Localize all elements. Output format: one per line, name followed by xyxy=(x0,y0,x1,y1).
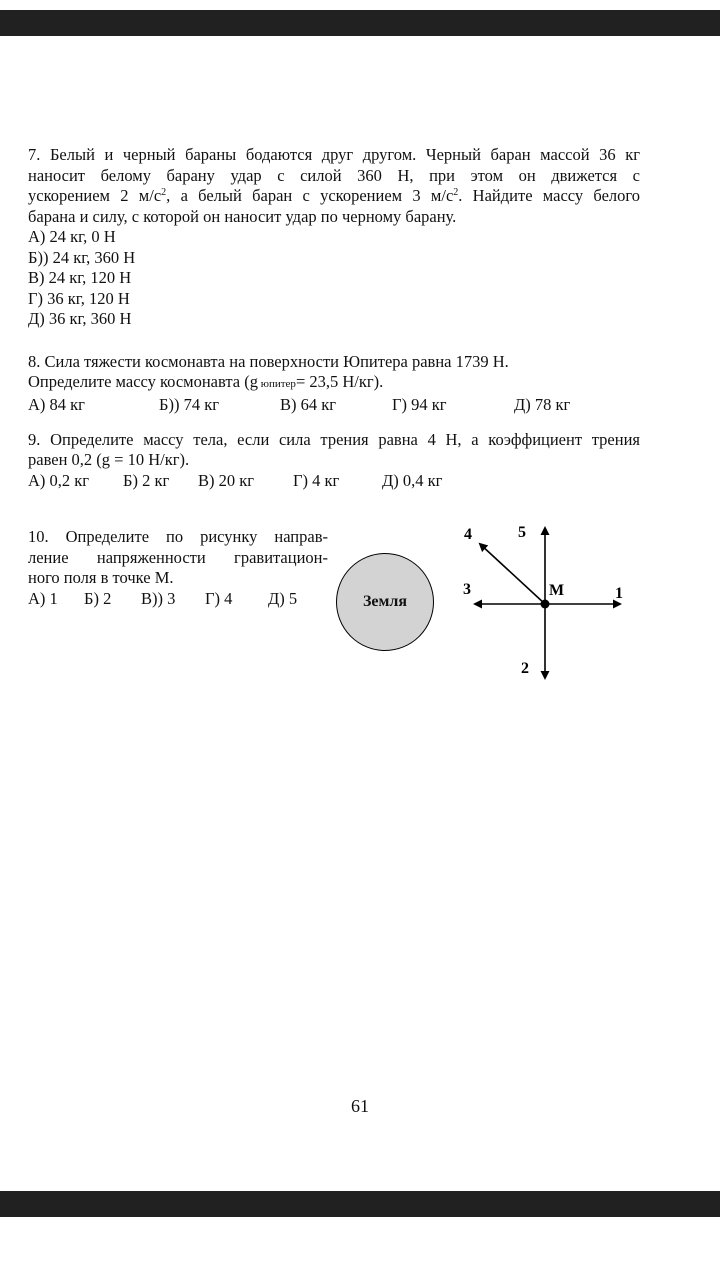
q7-option-a: А) 24 кг, 0 Н xyxy=(28,227,116,246)
arrow-label-1: 1 xyxy=(615,585,623,602)
point-m-dot xyxy=(541,600,550,609)
top-status-bar xyxy=(0,10,720,36)
q8-option-d: Г) 94 кг xyxy=(392,394,447,414)
q7-option-c: В) 24 кг, 120 Н xyxy=(28,268,132,287)
q9-options xyxy=(28,471,640,492)
q9-option-c: В) 20 кг xyxy=(198,470,255,490)
q9-option-a: А) 0,2 кг xyxy=(28,470,90,490)
q7-option-e: Д) 36 кг, 360 Н xyxy=(28,309,132,328)
q8-line: Определите массу космонавта (g юпитер= 23,5 Н/кг). xyxy=(28,372,384,391)
q9-line: 9. Определите массу тела, если сила трения равна 4 Н, а коэффициент трения xyxy=(28,429,640,449)
earth-circle xyxy=(336,553,434,651)
arrow-label-2: 2 xyxy=(521,660,529,677)
arrow-label-5: 5 xyxy=(518,524,526,541)
q8-option-a: А) 84 кг xyxy=(28,394,85,414)
q8-options xyxy=(28,395,640,416)
q10-option-d: Г) 4 xyxy=(205,588,233,608)
q9-line: равен 0,2 (g = 10 Н/кг). xyxy=(28,450,190,469)
arrow-label-4: 4 xyxy=(464,526,472,543)
question-8 xyxy=(28,352,640,416)
q8-line: 8. Сила тяжести космонавта на поверхности Юпитера равна 1739 Н. xyxy=(28,351,509,371)
q10-option-e: Д) 5 xyxy=(268,588,298,608)
question-10 xyxy=(28,527,328,610)
q9-option-e: Д) 0,4 кг xyxy=(382,470,443,490)
question-9 xyxy=(28,430,640,492)
bottom-navigation-bar xyxy=(0,1191,720,1217)
page-number: 61 xyxy=(351,1096,369,1116)
q8-option-b: Б)) 74 кг xyxy=(159,394,219,414)
earth-label: Земля xyxy=(362,593,408,610)
q7-option-b: Б)) 24 кг, 360 Н xyxy=(28,247,136,267)
q7-line: наносит белому барану удар с силой 360 Н, при этом он движется с xyxy=(28,165,640,185)
q8-option-c: В) 64 кг xyxy=(280,394,337,414)
q10-options xyxy=(28,589,328,610)
q10-line: 10. Определите по рисунку направ- xyxy=(28,527,328,546)
q7-option-d: Г) 36 кг, 120 Н xyxy=(28,288,130,308)
q7-line: ускорением 2 $м/с^2$, а белый баран с ускорением 3 $м/с^2$. Найдите массу белого xyxy=(28,186,640,205)
field-direction-diagram xyxy=(455,510,645,690)
q10-option-c: В)) 3 xyxy=(141,588,176,608)
q10-line: ного поля в точке М. xyxy=(28,568,174,587)
question-7 xyxy=(28,145,640,330)
point-m-label: М xyxy=(549,582,565,599)
document-page xyxy=(28,145,640,492)
arrow-4 xyxy=(480,544,545,604)
q10-line: ление напряженности гравитацион- xyxy=(28,547,328,567)
q9-option-b: Б) 2 кг xyxy=(123,470,170,490)
q7-line: барана и силу, с которой он наносит удар по черному барану. xyxy=(28,206,457,226)
q8-option-e: Д) 78 кг xyxy=(514,394,571,414)
q10-option-b: Б) 2 xyxy=(84,588,112,608)
q9-option-d: Г) 4 кг xyxy=(293,470,340,490)
q10-option-a: А) 1 xyxy=(28,588,58,608)
q7-line: 7. Белый и черный бараны бодаются друг другом. Черный баран массой 36 кг xyxy=(28,145,640,164)
arrow-label-3: 3 xyxy=(463,581,471,598)
